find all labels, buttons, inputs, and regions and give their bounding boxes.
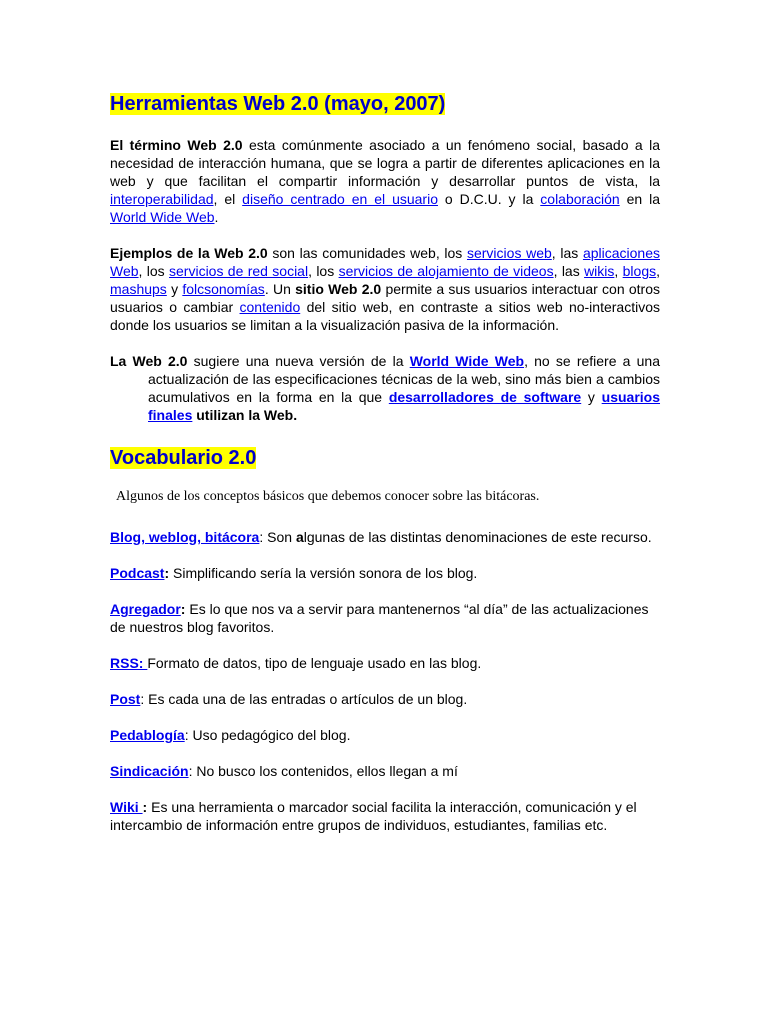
paragraph-web20-version: La Web 2.0 sugiere una nueva versión de la World Wide Web, no se refiere a una actualización de las especificaciones técnicas de la web, sino más bien a cambios acumulativos en la forma en la que desarrolladores de software y usuarios finales utilizan la Web. [110,353,661,423]
vocab-item-wiki: Wiki : Es una herramienta o marcador social facilita la interacción, comunicación y el intercambio de información entre grupos de individuos, estudiantes, familias etc. [110,799,637,833]
link-wikis[interactable]: wikis [584,263,615,279]
link-colaboracion[interactable]: colaboración [540,191,620,207]
link-folcsonomias[interactable]: folcsonomías [182,281,265,297]
link-alojamiento-videos[interactable]: servicios de alojamiento de videos [338,263,554,279]
link-diseno-centrado-usuario[interactable]: diseño centrado en el usuario [242,191,438,207]
vocab-item-post: Post: Es cada una de las entradas o artículos de un blog. [110,691,468,707]
link-servicios-web[interactable]: servicios web [466,245,552,261]
vocab-term-link[interactable]: Pedablogía [110,727,185,743]
paragraph-web20-definition: El término Web 2.0 esta comúnmente asociado a un fenómeno social, basado a la necesidad de interacción humana, que se logra a partir de diferentes aplicaciones en la web y que facilitan el compartir información y desarrollar puntos de vista, la interoperabilidad, el diseño centrado en el usuario o D.C.U. y la colaboración en la World Wide Web. [110,137,660,225]
vocab-intro: Algunos de los conceptos básicos que debemos conocer sobre las bitácoras. [116,489,540,504]
vocab-term-link[interactable]: Post [110,691,141,707]
link-usuarios-finales[interactable]: usuarios finales [148,389,661,423]
paragraph-web20-examples: Ejemplos de la Web 2.0 son las comunidades web, los servicios web, las aplicaciones Web, los servicios de red social, los servicios de alojamiento de videos, las wikis, blogs, mashups y folcsonomías. Un sitio Web 2.0 permite a sus usuarios interactuar con otros usuarios o cambiar contenido del sitio web, en contraste a sitios web no-interactivos donde los usuarios se limitan a la visualización pasiva de la información. [110,245,660,333]
link-aplicaciones-web[interactable]: aplicaciones Web [110,245,660,279]
link-desarrolladores-software[interactable]: desarrolladores de software [388,389,582,405]
vocab-term-link[interactable]: Blog, weblog, bitácora [110,529,260,545]
link-contenido[interactable]: contenido [239,299,301,315]
link-blogs[interactable]: blogs [622,263,657,279]
vocab-term-link[interactable]: Wiki [110,799,143,815]
link-servicios-red-social[interactable]: servicios de red social [169,263,309,279]
vocab-item-podcast: Podcast: Simplificando sería la versión sonora de los blog. [110,565,478,581]
document-content [110,90,660,852]
vocab-term-link[interactable]: Agregador [110,601,181,617]
vocab-term-link[interactable]: RSS: [110,655,148,671]
page-title: Herramientas Web 2.0 (mayo, 2007) [110,93,446,115]
vocab-item-sindicacion: Sindicación: No busco los contenidos, ellos llegan a mí [110,763,458,779]
vocab-item-agregador: Agregador: Es lo que nos va a servir para mantenernos “al día” de las actualizaciones de nuestros blog favoritos. [110,601,649,635]
vocab-item-blog: Blog, weblog, bitácora: Son algunas de las distintas denominaciones de este recurso. [110,529,652,545]
link-mashups[interactable]: mashups [110,281,167,297]
vocab-item-rss: RSS: Formato de datos, tipo de lenguaje usado en las blog. [110,655,482,671]
link-world-wide-web[interactable]: World Wide Web [110,209,215,225]
vocab-term-link[interactable]: Podcast [110,565,165,581]
vocab-item-pedablogia: Pedablogía: Uso pedagógico del blog. [110,727,351,743]
vocab-term-link[interactable]: Sindicación [110,763,189,779]
section-heading-vocabulario: Vocabulario 2.0 [110,447,257,469]
link-world-wide-web-bold[interactable]: World Wide Web [409,353,525,369]
link-interoperabilidad[interactable]: interoperabilidad [110,191,214,207]
